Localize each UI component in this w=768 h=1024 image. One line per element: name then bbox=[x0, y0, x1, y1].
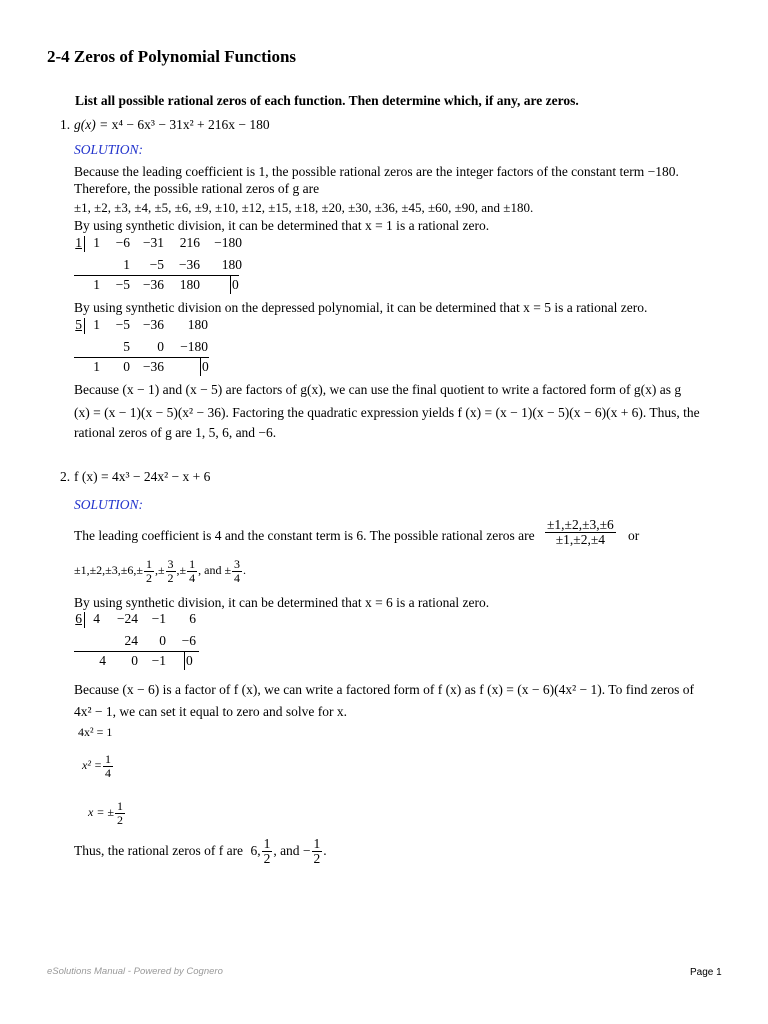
syn-cell: −5 bbox=[115, 277, 130, 292]
syn-cell: −180 bbox=[180, 339, 208, 354]
problem-1-paragraph-4: By using synthetic division on the depressed polynomial, it can be determined that x = 5 is a rational zero. bbox=[74, 300, 648, 315]
footer-text: eSolutions Manual - Powered by Cognero bbox=[47, 966, 223, 977]
syn-cell: 0 bbox=[131, 653, 138, 668]
syn-cell: 0 bbox=[123, 359, 130, 374]
syn-cell: 5 bbox=[123, 339, 130, 354]
instructions: List all possible rational zeros of each function. Then determine which, if any, are zeros. bbox=[75, 93, 579, 108]
divisor: 1 bbox=[75, 235, 82, 250]
solution-label-1: SOLUTION: bbox=[74, 142, 144, 157]
syn-cell: 24 bbox=[124, 633, 138, 648]
syn-cell: 1 bbox=[93, 235, 100, 250]
problem-1-paragraph-5a: Because (x − 1) and (x − 5) are factors of g(x), we can use the final quotient to write a factored form of g(x) as g bbox=[74, 382, 682, 397]
syn-cell: −5 bbox=[115, 317, 130, 332]
syn-cell: −6 bbox=[115, 235, 130, 250]
syn-cell: −6 bbox=[181, 633, 196, 648]
equation-1: 4x² = 1 bbox=[78, 725, 113, 739]
syn-cell: 1 bbox=[93, 277, 100, 292]
problem-1-paragraph-2: Therefore, the possible rational zeros of g are bbox=[74, 181, 320, 196]
syn-cell: −5 bbox=[149, 257, 164, 272]
syn-cell: 0 bbox=[186, 653, 193, 668]
syn-cell: 180 bbox=[179, 277, 200, 292]
syn-cell: −36 bbox=[178, 257, 200, 272]
synthetic-division-2 bbox=[74, 318, 274, 378]
problem-2-paragraph-2: By using synthetic division, it can be determined that x = 6 is a rational zero. bbox=[74, 595, 490, 610]
syn-cell: −36 bbox=[142, 359, 164, 374]
syn-cell: −1 bbox=[151, 653, 166, 668]
syn-cell: 180 bbox=[187, 317, 208, 332]
problem-1-paragraph-3: By using synthetic division, it can be determined that x = 1 is a rational zero. bbox=[74, 218, 490, 233]
solution-label-2: SOLUTION: bbox=[74, 497, 144, 512]
synthetic-division-1 bbox=[74, 236, 274, 296]
syn-cell: 0 bbox=[202, 359, 209, 374]
syn-cell: 216 bbox=[179, 235, 200, 250]
problem-1-paragraph-5c: rational zeros of g are 1, 5, 6, and −6. bbox=[74, 425, 277, 440]
problem-1-paragraph-5b: (x) = (x − 1)(x − 5)(x² − 36). Factoring the quadratic expression yields f (x) = (x − 1)(x − 5)(x − 6)(x + 6). Thus, the bbox=[74, 405, 700, 420]
divisor: 6 bbox=[75, 611, 82, 626]
problem-2-paragraph-3b: 4x² − 1, we can set it equal to zero and solve for x. bbox=[74, 704, 347, 719]
syn-cell: −36 bbox=[142, 277, 164, 292]
syn-cell: 1 bbox=[93, 317, 100, 332]
equation-3: x = ± $\frac{1}{2}$ bbox=[88, 799, 124, 827]
or-word: or bbox=[628, 528, 640, 543]
syn-cell: 6 bbox=[189, 611, 196, 626]
syn-cell: −31 bbox=[142, 235, 164, 250]
syn-cell: 1 bbox=[123, 257, 130, 272]
syn-cell: 180 bbox=[221, 257, 242, 272]
page-title: 2-4 Zeros of Polynomial Functions bbox=[47, 47, 297, 66]
problem-2-paragraph-1: The leading coefficient is 4 and the constant term is 6. The possible rational zeros are bbox=[74, 528, 535, 543]
conclusion: Thus, the rational zeros of f are 6, $\frac{1}{2}$ , and − $\frac{1}{2}$ . bbox=[74, 836, 327, 867]
possible-zeros-list-2: ±1,±2,±3,±6,± $\frac{1}{2}$ ,± $\frac{3}{2}$ ,± $\frac{1}{4}$ , and ± $\frac{3}{4}$ . bbox=[74, 557, 247, 585]
problem-2-function: f (x) = 4x³ − 24x² − x + 6 bbox=[74, 469, 211, 484]
syn-cell: −1 bbox=[151, 611, 166, 626]
problem-1-function: g(x) = x⁴ − 6x³ − 31x² + 216x − 180 bbox=[74, 117, 270, 132]
syn-cell: 4 bbox=[99, 653, 106, 668]
equation-2: x² = $\frac{1}{4}$ bbox=[82, 752, 112, 780]
syn-cell: −180 bbox=[214, 235, 242, 250]
possible-zeros-ratio: $\frac{\pm 1,\pm 2,\pm 3,\pm 6}{\pm 1,\pm 2,\pm 4}$ bbox=[547, 517, 614, 548]
syn-cell: 0 bbox=[157, 339, 164, 354]
syn-cell: −24 bbox=[116, 611, 138, 626]
problem-1-paragraph-1: Because the leading coefficient is 1, the possible rational zeros are the integer factors of the constant term −180. bbox=[74, 164, 679, 179]
possible-zeros-list: ±1, ±2, ±3, ±4, ±5, ±6, ±9, ±10, ±12, ±15, ±18, ±20, ±30, ±36, ±45, ±60, ±90, and ±180. bbox=[74, 200, 534, 215]
syn-cell: 0 bbox=[159, 633, 166, 648]
problem-2-number: 2. bbox=[60, 469, 71, 484]
syn-cell: 0 bbox=[232, 277, 239, 292]
syn-cell: 4 bbox=[93, 611, 100, 626]
divisor: 5 bbox=[75, 317, 82, 332]
synthetic-division-3 bbox=[74, 612, 274, 672]
syn-cell: 1 bbox=[93, 359, 100, 374]
page-number: Page 1 bbox=[690, 967, 722, 978]
problem-1-number: 1. bbox=[60, 117, 71, 132]
problem-2-paragraph-3a: Because (x − 6) is a factor of f (x), we can write a factored form of f (x) as f (x) = (x − 6)(4x² − 1). To find zeros of bbox=[74, 682, 694, 697]
syn-cell: −36 bbox=[142, 317, 164, 332]
